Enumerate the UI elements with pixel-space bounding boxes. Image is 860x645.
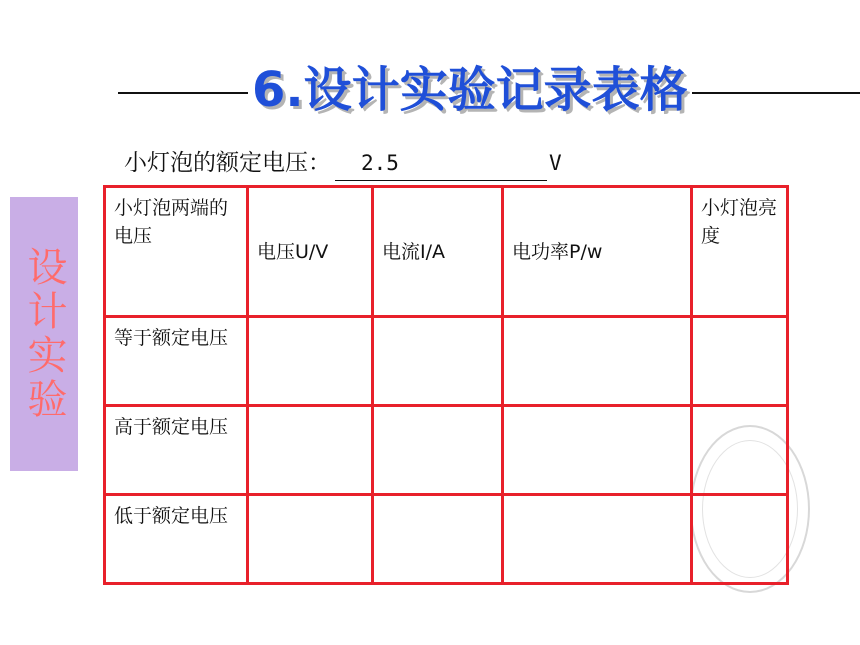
- data-cell[interactable]: [248, 406, 373, 495]
- table-header-row: [105, 187, 788, 317]
- data-cell[interactable]: [692, 317, 788, 406]
- data-cell[interactable]: [503, 317, 692, 406]
- table-row: [105, 495, 788, 584]
- rated-voltage-unit: V: [549, 151, 562, 175]
- row-label-cell: 等于额定电压: [105, 317, 248, 406]
- rated-voltage-label: 小灯泡的额定电压：: [124, 150, 331, 176]
- data-cell[interactable]: [373, 317, 503, 406]
- header-cell: 电功率P/w: [503, 187, 692, 317]
- data-cell[interactable]: [248, 317, 373, 406]
- header-cell: 电流I/A: [373, 187, 503, 317]
- header-cell: 电压U/V: [248, 187, 373, 317]
- side-label: 设计实验: [21, 246, 67, 422]
- row-label-cell: 高于额定电压: [105, 406, 248, 495]
- header-cell: 小灯泡两端的电压: [105, 187, 248, 317]
- table-row: [105, 406, 788, 495]
- header-cell: 小灯泡亮度: [692, 187, 788, 317]
- data-cell[interactable]: [248, 495, 373, 584]
- record-table: [103, 185, 789, 585]
- table-row: [105, 317, 788, 406]
- data-cell[interactable]: [692, 495, 788, 584]
- slide-title: 6.设计实验记录表格: [248, 60, 692, 120]
- row-label-cell: 低于额定电压: [105, 495, 248, 584]
- rated-voltage-value: 2.5: [335, 146, 547, 181]
- data-cell[interactable]: [692, 406, 788, 495]
- data-cell[interactable]: [373, 495, 503, 584]
- data-cell[interactable]: [373, 406, 503, 495]
- data-cell[interactable]: [503, 406, 692, 495]
- data-cell[interactable]: [503, 495, 692, 584]
- rated-voltage-line: [124, 146, 562, 180]
